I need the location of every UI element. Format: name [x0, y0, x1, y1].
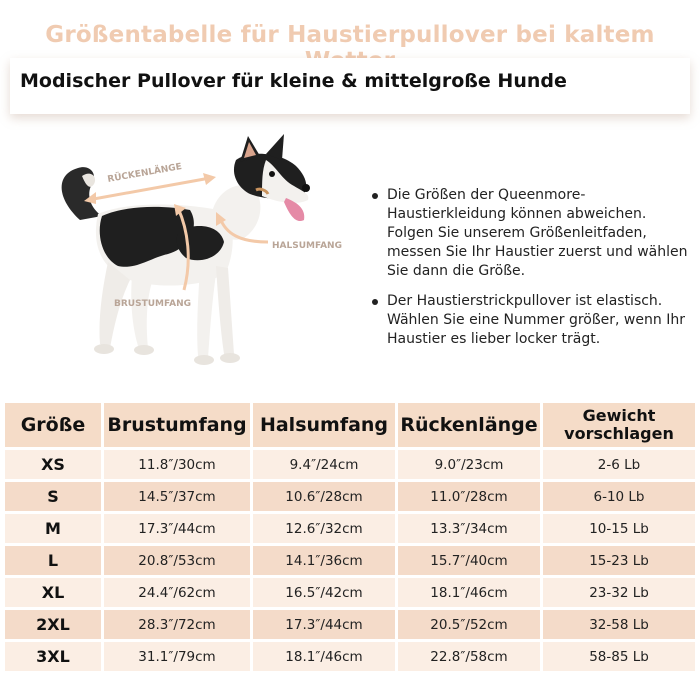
col-header-size: Größe [5, 403, 101, 447]
bullet-icon [372, 299, 378, 305]
cell-chest: 31.1″/79cm [104, 642, 250, 671]
cell-back: 9.0″/23cm [398, 450, 540, 479]
cell-neck: 14.1″/36cm [253, 546, 395, 575]
col-header-weight: Gewicht vorschlagen [543, 403, 695, 447]
cell-size: XL [5, 578, 101, 607]
cell-chest: 28.3″/72cm [104, 610, 250, 639]
cell-weight: 32-58 Lb [543, 610, 695, 639]
cell-back: 13.3″/34cm [398, 514, 540, 543]
back-length-label: RÜCKENLÄNGE [106, 162, 183, 185]
table-row [5, 514, 695, 543]
note-item: Die Größen der Queenmore-Haustierkleidung können abweichen. Folgen Sie unserem Größenleitfaden, messen Sie Ihr Haustier zuerst und wählen Sie dann die Größe. [370, 186, 690, 281]
col-header-chest: Brustumfang [104, 403, 250, 447]
cell-size: 3XL [5, 642, 101, 671]
cell-weight: 2-6 Lb [543, 450, 695, 479]
dog-front-leg [197, 268, 216, 358]
cell-chest: 14.5″/37cm [104, 482, 250, 511]
neck-label: HALSUMFANG [272, 241, 342, 251]
cell-neck: 17.3″/44cm [253, 610, 395, 639]
table-row [5, 450, 695, 479]
cell-chest: 11.8″/30cm [104, 450, 250, 479]
page-title: Größentabelle für Haustierpullover bei kaltem [45, 22, 655, 48]
table-row [5, 482, 695, 511]
cell-neck: 9.4″/24cm [253, 450, 395, 479]
cell-chest: 17.3″/44cm [104, 514, 250, 543]
dog-measurement-figure [40, 130, 360, 390]
col-header-back: Rückenlänge [398, 403, 540, 447]
cell-chest: 24.4″/62cm [104, 578, 250, 607]
table-row [5, 610, 695, 639]
cell-weight: 58-85 Lb [543, 642, 695, 671]
cell-back: 20.5″/52cm [398, 610, 540, 639]
cell-back: 22.8″/58cm [398, 642, 540, 671]
dog-illustration [40, 130, 360, 390]
cell-weight: 15-23 Lb [543, 546, 695, 575]
table-row [5, 578, 695, 607]
cell-size: M [5, 514, 101, 543]
cell-chest: 20.8″/53cm [104, 546, 250, 575]
cell-neck: 16.5″/42cm [253, 578, 395, 607]
cell-size: L [5, 546, 101, 575]
cell-size: S [5, 482, 101, 511]
col-header-neck: Halsumfang [253, 403, 395, 447]
note-item: Der Haustierstrickpullover ist elastisch. Wählen Sie eine Nummer größer, wenn Ihr Haustier es lieber locker trägt. [370, 292, 690, 349]
chest-label: BRUSTUMFANG [114, 299, 191, 309]
back-length-arrow [84, 173, 216, 204]
cell-back: 18.1″/46cm [398, 578, 540, 607]
cell-weight: 6-10 Lb [543, 482, 695, 511]
cell-weight: 23-32 Lb [543, 578, 695, 607]
cell-size: 2XL [5, 610, 101, 639]
cell-back: 15.7″/40cm [398, 546, 540, 575]
table-header-row [5, 403, 695, 447]
cell-neck: 12.6″/32cm [253, 514, 395, 543]
size-notes [370, 186, 690, 360]
cell-weight: 10-15 Lb [543, 514, 695, 543]
table-row [5, 642, 695, 671]
size-table [2, 400, 698, 674]
page-subtitle: Modischer Pullover für kleine & mittelgroße Hunde [20, 70, 567, 92]
cell-back: 11.0″/28cm [398, 482, 540, 511]
bullet-icon [372, 193, 378, 199]
cell-size: XS [5, 450, 101, 479]
cell-neck: 10.6″/28cm [253, 482, 395, 511]
cell-neck: 18.1″/46cm [253, 642, 395, 671]
table-row [5, 546, 695, 575]
